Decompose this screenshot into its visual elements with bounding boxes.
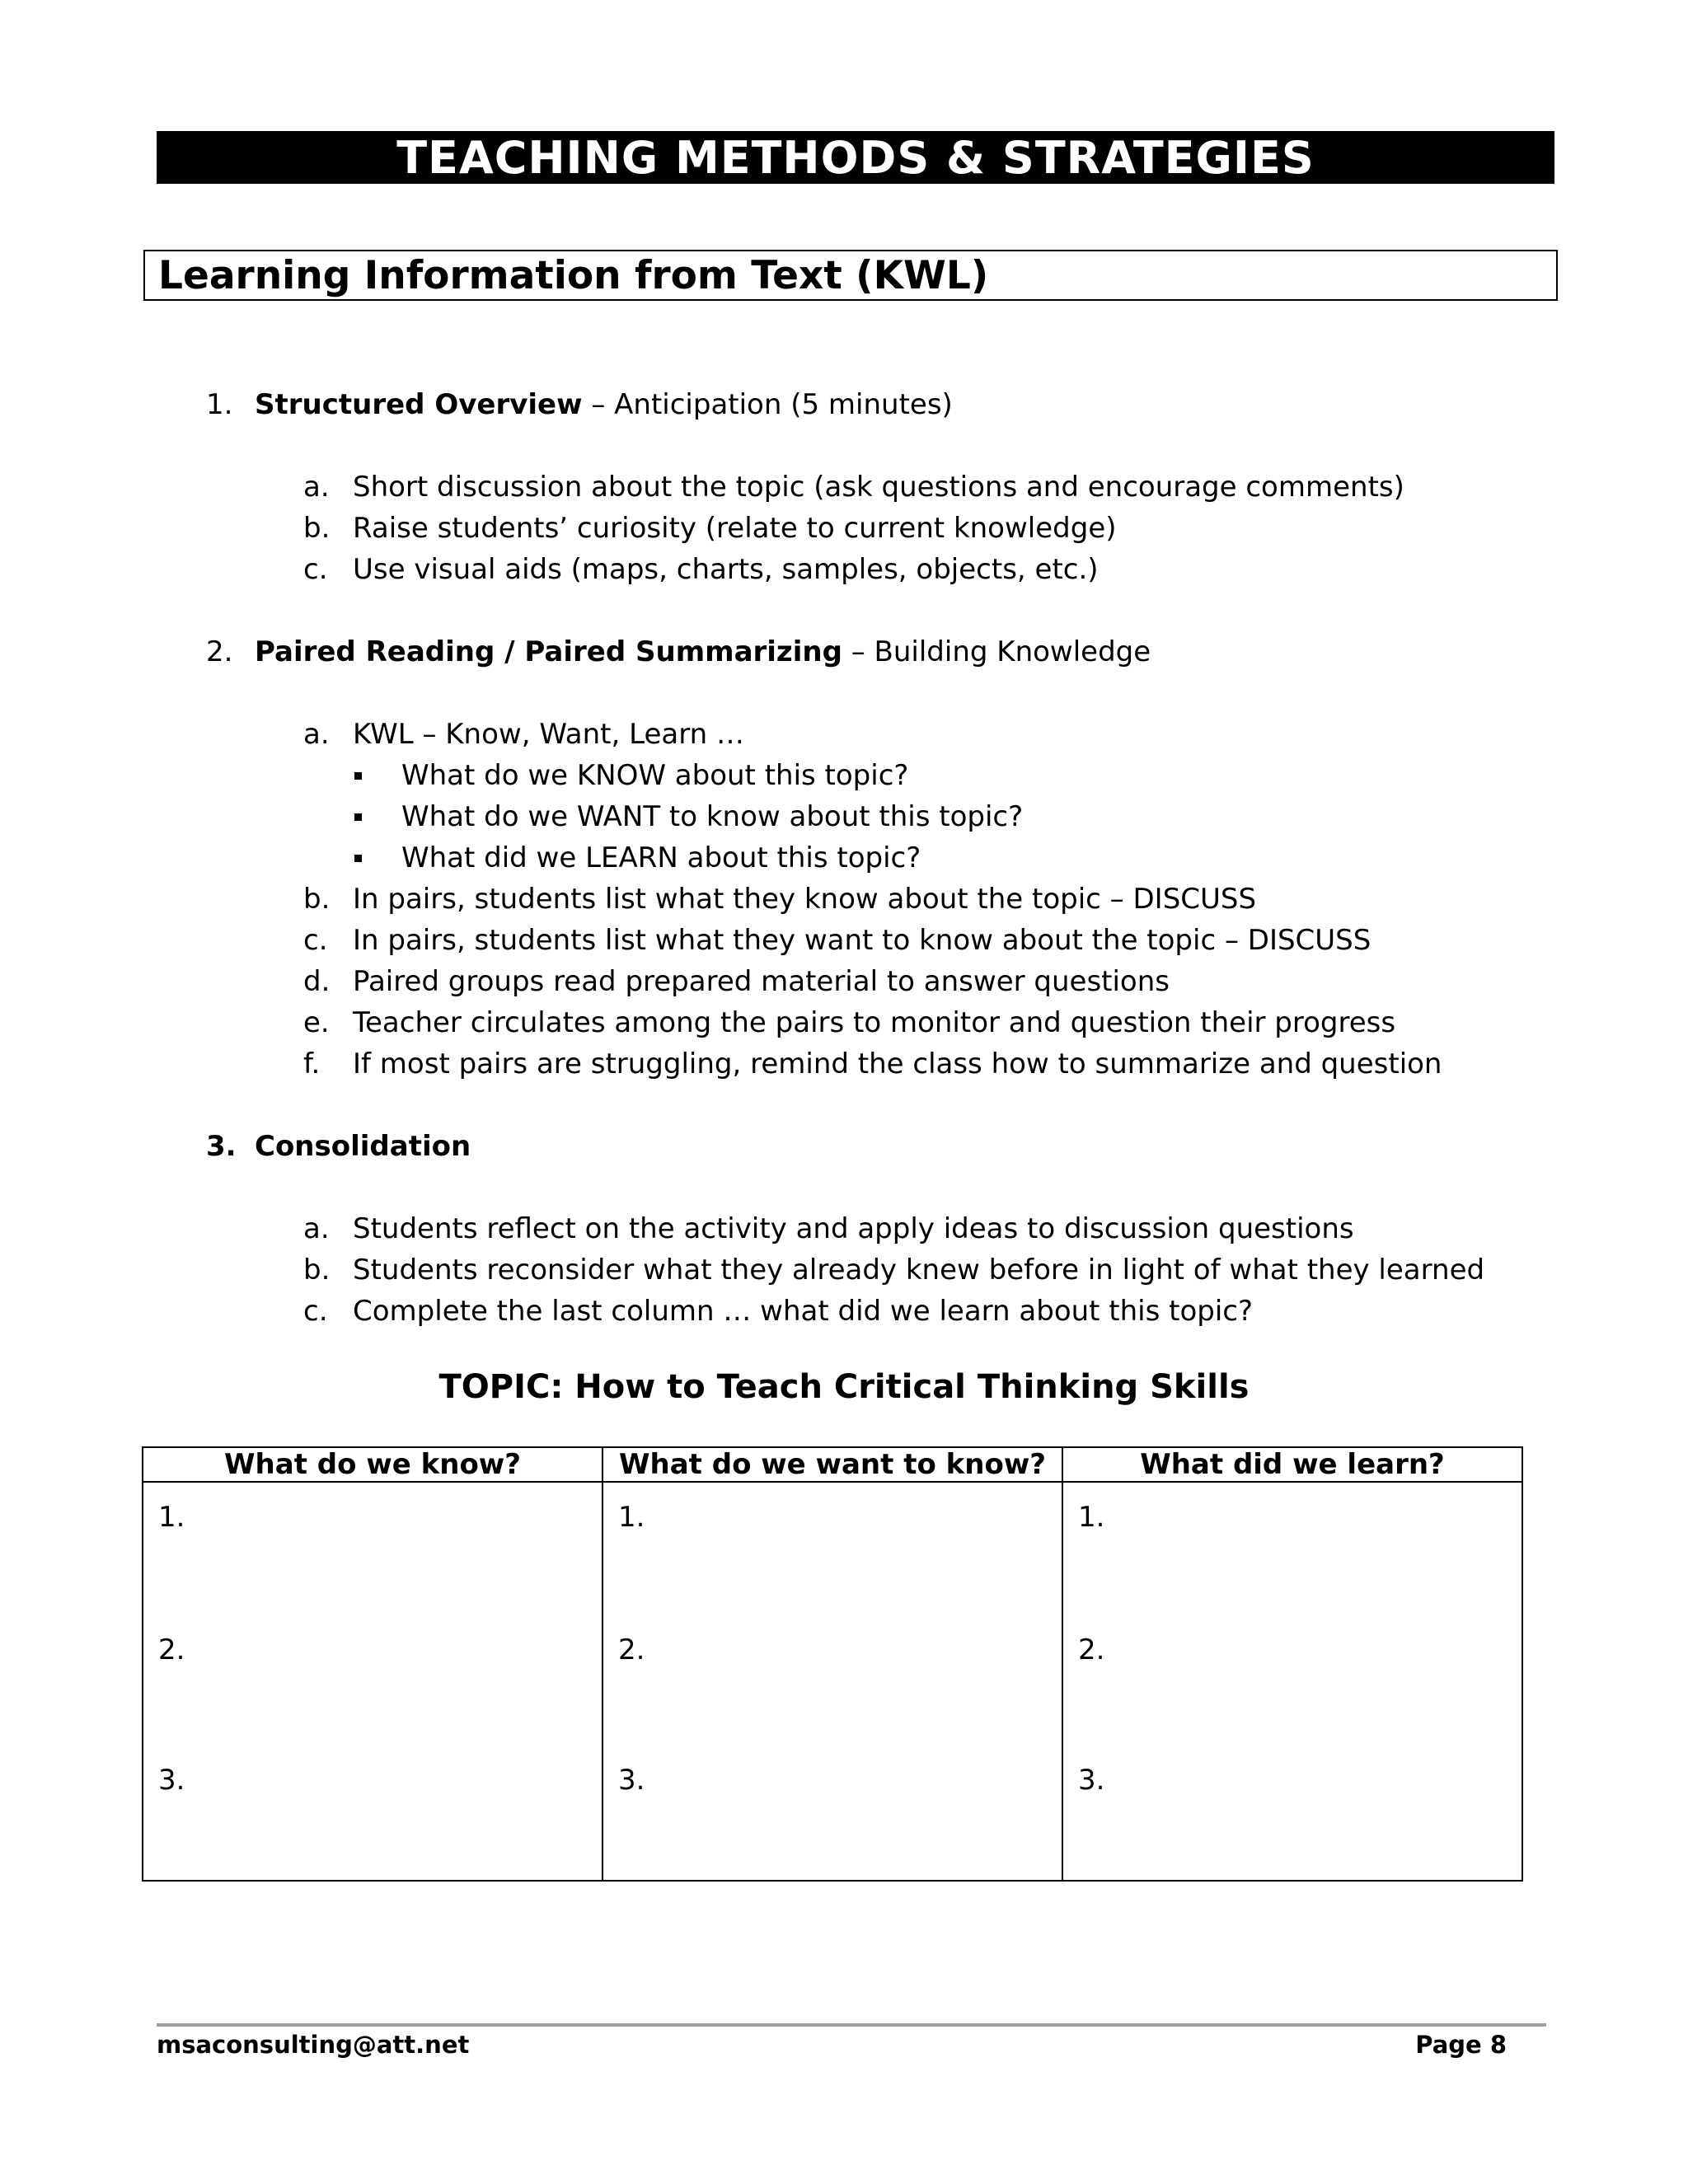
step-1-item-a-letter: a. <box>303 471 330 504</box>
step-2-item-f-letter: f. <box>303 1047 321 1080</box>
step-2-title: Paired Reading / Paired Summarizing <box>255 635 842 668</box>
step-1-title: Structured Overview <box>255 388 583 421</box>
step-3-title: Consolidation <box>255 1130 471 1163</box>
step-1-item-b: Raise students’ curiosity (relate to current knowledge) <box>353 512 1117 545</box>
step-1-item-c: Use visual aids (maps, charts, samples, objects, etc.) <box>353 553 1099 586</box>
square-bullet-icon <box>354 855 362 862</box>
kwl-learn-number-2: 2. <box>1078 1633 1105 1666</box>
kwl-header-know: What do we know? <box>143 1447 603 1482</box>
step-2-item-c: In pairs, students list what they want to know about the topic – DISCUSS <box>353 924 1372 957</box>
step-2-item-d: Paired groups read prepared material to answer questions <box>353 965 1170 998</box>
kwl-body-row <box>143 1482 1522 1881</box>
step-2-number: 2. <box>206 635 233 668</box>
step-3-item-b: Students reconsider what they already knew before in light of what they learned <box>353 1254 1485 1286</box>
kwl-header-row <box>143 1447 1522 1482</box>
step-2-heading <box>255 635 1151 668</box>
step-2-sub-bullet-know: What do we KNOW about this topic? <box>401 759 909 792</box>
kwl-table <box>142 1446 1523 1882</box>
kwl-know-number-2: 2. <box>158 1633 185 1666</box>
kwl-want-number-1: 1. <box>618 1501 645 1534</box>
step-2-item-a-letter: a. <box>303 718 330 751</box>
step-2-item-f: If most pairs are struggling, remind the class how to summarize and question <box>353 1047 1442 1080</box>
kwl-want-number-2: 2. <box>618 1633 645 1666</box>
step-1-heading <box>255 388 953 421</box>
footer-email: msaconsulting@att.net <box>157 2031 470 2059</box>
step-3-item-a-letter: a. <box>303 1212 330 1245</box>
step-2-sub-bullet-learn: What did we LEARN about this topic? <box>401 841 921 874</box>
kwl-know-number-1: 1. <box>158 1501 185 1534</box>
footer-page-number: Page 8 <box>1415 2031 1507 2059</box>
step-2-item-b-letter: b. <box>303 883 331 916</box>
square-bullet-icon <box>354 772 362 780</box>
step-3-item-c-letter: c. <box>303 1295 328 1328</box>
step-3-item-b-letter: b. <box>303 1254 331 1286</box>
kwl-header-want: What do we want to know? <box>603 1447 1062 1482</box>
square-bullet-icon <box>354 813 362 821</box>
step-3-item-a: Students reflect on the activity and apply ideas to discussion questions <box>353 1212 1354 1245</box>
step-2-sub-bullet-want: What do we WANT to know about this topic? <box>401 800 1024 833</box>
step-1-item-a: Short discussion about the topic (ask questions and encourage comments) <box>353 471 1404 504</box>
kwl-cell-learn <box>1062 1482 1522 1881</box>
footer-divider <box>157 2023 1546 2027</box>
step-2-item-c-letter: c. <box>303 924 328 957</box>
topic-heading: TOPIC: How to Teach Critical Thinking Skills <box>438 1368 1250 1406</box>
step-2-suffix: – Building Knowledge <box>842 635 1151 668</box>
kwl-header-learn: What did we learn? <box>1062 1447 1522 1482</box>
section-title: Learning Information from Text (KWL) <box>143 250 1558 301</box>
kwl-know-number-3: 3. <box>158 1764 185 1797</box>
step-2-item-e: Teacher circulates among the pairs to monitor and question their progress <box>353 1006 1396 1039</box>
kwl-cell-know <box>143 1482 603 1881</box>
step-3-heading <box>255 1130 471 1163</box>
kwl-want-number-3: 3. <box>618 1764 645 1797</box>
step-1-item-c-letter: c. <box>303 553 328 586</box>
step-2-item-d-letter: d. <box>303 965 331 998</box>
kwl-learn-number-3: 3. <box>1078 1764 1105 1797</box>
kwl-learn-number-1: 1. <box>1078 1501 1105 1534</box>
page-banner-title: TEACHING METHODS & STRATEGIES <box>157 131 1554 184</box>
kwl-cell-want <box>603 1482 1062 1881</box>
step-2-item-b: In pairs, students list what they know about the topic – DISCUSS <box>353 883 1257 916</box>
step-2-item-a: KWL – Know, Want, Learn … <box>353 718 744 751</box>
step-3-item-c: Complete the last column … what did we learn about this topic? <box>353 1295 1254 1328</box>
step-3-number: 3. <box>206 1130 237 1163</box>
step-1-item-b-letter: b. <box>303 512 331 545</box>
step-1-number: 1. <box>206 388 233 421</box>
step-1-suffix: – Anticipation (5 minutes) <box>582 388 953 421</box>
step-2-item-e-letter: e. <box>303 1006 330 1039</box>
